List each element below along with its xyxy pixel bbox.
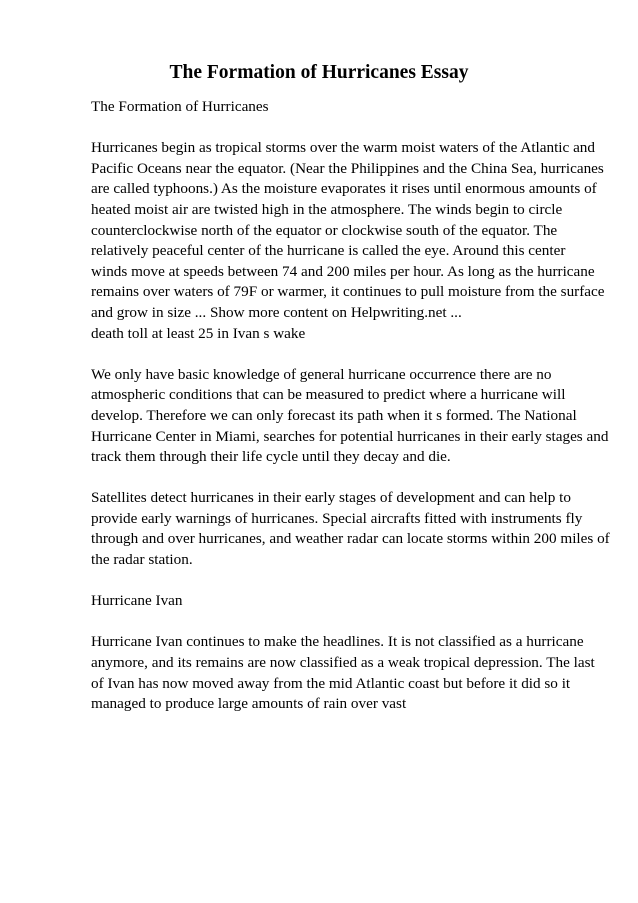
paragraph-gap (91, 612, 588, 633)
paragraph-gap (91, 344, 588, 365)
paragraph-1-line: winds move at speeds between 74 and 200 miles per hour. As long as the hurricane (91, 262, 595, 280)
paragraph-2-line: track them through their life cycle until they decay and die. (91, 448, 451, 466)
subheading-hurricane-ivan: Hurricane Ivan (91, 592, 183, 610)
paragraph-3-line: through and over hurricanes, and weather radar can locate storms within 200 miles of (91, 530, 610, 548)
subheading-formation: The Formation of Hurricanes (91, 98, 269, 115)
paragraph-1-line: Hurricanes begin as tropical storms over the warm moist waters of the Atlantic and (91, 139, 595, 157)
paragraph-3-line: Satellites detect hurricanes in their early stages of development and can help to (91, 489, 571, 507)
paragraph-1-line: relatively peaceful center of the hurricane is called the eye. Around this center (91, 242, 566, 260)
paragraph-4-line: of Ivan has now moved away from the mid Atlantic coast but before it did so it (91, 674, 571, 692)
paragraph-1-line: counterclockwise north of the equator or clockwise south of the equator. The (91, 221, 558, 239)
paragraph-gap (91, 571, 588, 592)
paragraph-4-line: Hurricane Ivan continues to make the headlines. It is not classified as a hurricane (91, 633, 584, 651)
paragraph-1-line: are called typhoons.) As the moisture evaporates it rises until enormous amounts of (91, 180, 597, 198)
paragraph-gap (91, 118, 588, 139)
paragraph-1 (91, 138, 605, 344)
paragraph-1-line: death toll at least 25 in Ivan s wake (91, 324, 306, 342)
document-title: The Formation of Hurricanes Essay (169, 62, 469, 83)
paragraph-1-line: heated moist air are twisted high in the atmosphere. The winds begin to circle (91, 200, 563, 218)
paragraph-2-line: develop. Therefore we can only forecast its path when it s formed. The National (91, 406, 577, 424)
paragraph-3 (91, 488, 610, 570)
paragraph-gap (91, 468, 588, 489)
paragraph-2-line: Hurricane Center in Miami, searches for potential hurricanes in their early stages and (91, 427, 609, 445)
paragraph-3-line: provide early warnings of hurricanes. Special aircrafts fitted with instruments fly (91, 509, 583, 527)
paragraph-2 (91, 365, 609, 468)
paragraph-4-line: managed to produce large amounts of rain over vast (91, 695, 407, 713)
paragraph-1-line: Pacific Oceans near the equator. (Near the Philippines and the China Sea, hurricanes (91, 159, 604, 177)
paragraph-2-line: We only have basic knowledge of general hurricane occurrence there are no (91, 365, 552, 383)
paragraph-1-line: and grow in size ... Show more content on Helpwriting.net ... (91, 303, 462, 321)
paragraph-1-line: remains over waters of 79F or warmer, it continues to pull moisture from the surface (91, 283, 605, 301)
paragraph-4 (91, 632, 595, 714)
paragraph-4-line: anymore, and its remains are now classified as a weak tropical depression. The last (91, 654, 595, 672)
paragraph-2-line: atmospheric conditions that can be measured to predict where a hurricane will (91, 386, 566, 404)
paragraph-3-line: the radar station. (91, 551, 193, 569)
